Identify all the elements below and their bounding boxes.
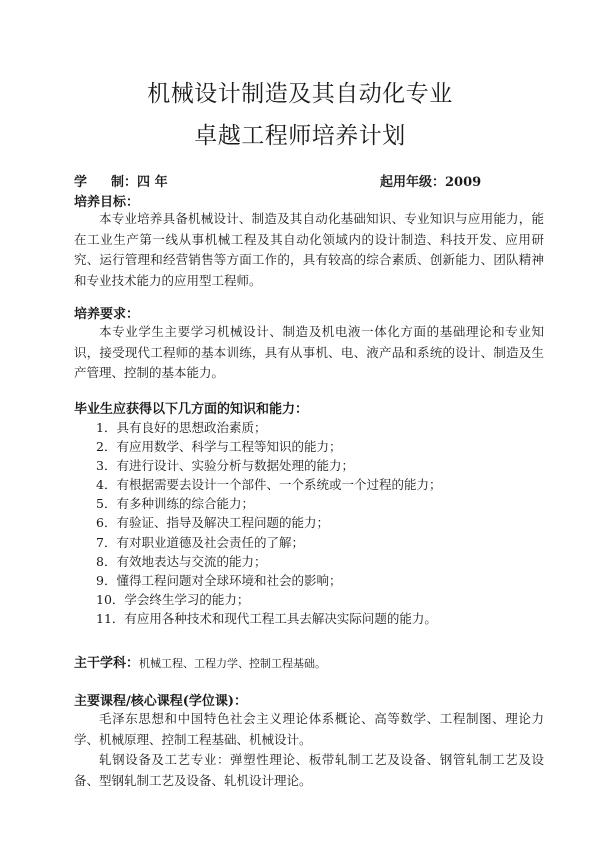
ability-item: 4．有根据需要去设计一个部件、一个系统或一个过程的能力； [96, 477, 442, 493]
ability-item: 8．有效地表达与交流的能力； [96, 553, 267, 569]
core-courses-general: 毛泽东思想和中国特色社会主义理论体系概论、高等数学、工程制图、理论力学、机械原理、控制工程基础、机械设计。 [74, 711, 544, 747]
program-duration [74, 171, 168, 190]
ability-item: 5．有多种训练的综合能力； [96, 496, 254, 512]
main-subjects-value: 机械工程、工程力学、控制工程基础。 [139, 657, 327, 670]
document-title-line-1: 机械设计制造及其自动化专业 [147, 81, 453, 107]
duration-value: 制：四 [111, 175, 151, 190]
duration-label: 学 [74, 175, 88, 190]
ability-item: 3．有进行设计、实验分析与数据处理的能力； [96, 458, 354, 474]
objectives-heading: 培养目标： [74, 195, 140, 210]
ability-item: 7．有对职业道德及社会责任的了解； [96, 534, 304, 550]
duration-unit: 年 [154, 175, 168, 190]
start-grade: 起用年级：2009 [380, 175, 482, 190]
core-courses-heading: 主要课程/核心课程(学位课)： [74, 694, 248, 709]
requirements-text: 本专业学生主要学习机械设计、制造及机电液一体化方面的基础理论和专业知识，接受现代工程师的基本训练，具有从事机、电、液产品和系统的设计、制造及生产管理、控制的基本能力。 [74, 324, 544, 380]
abilities-list [96, 418, 441, 628]
main-subjects-label: 主干学科： [74, 656, 140, 671]
ability-item: 2．有应用数学、科学与工程等知识的能力； [96, 439, 342, 455]
objectives-text: 本专业培养具备机械设计、制造及其自动化基础知识、专业知识与应用能力，能在工业生产第一线从事机械工程及其自动化领域内的设计制造、科技开发、应用研究、运行管理和经营销售等方面工作的，具有较高的综合素质、创新能力、团队精神和专业技术能力的应用型工程师。 [74, 211, 544, 288]
main-subjects [74, 652, 326, 671]
ability-item: 6．有验证、指导及解决工程问题的能力； [96, 515, 329, 531]
abilities-heading: 毕业生应获得以下几方面的知识和能力： [74, 402, 309, 417]
ability-item: 9．懂得工程问题对全球环境和社会的影响； [96, 572, 342, 588]
requirements-heading: 培养要求： [74, 307, 140, 322]
ability-item: 1．具有良好的思想政治素质； [96, 420, 267, 435]
document-title-line-2: 卓越工程师培养计划 [194, 123, 406, 149]
core-courses-rolling: 轧钢设备及工艺专业：弹塑性理论、板带轧制工艺及设备、钢管轧制工艺及设备、型钢轧制工艺及设备、轧机设计理论。 [74, 752, 544, 788]
ability-item: 11．有应用各种技术和现代工程工具去解决实际问题的能力。 [96, 610, 437, 626]
ability-item: 10．学会终生学习的能力； [96, 591, 250, 607]
